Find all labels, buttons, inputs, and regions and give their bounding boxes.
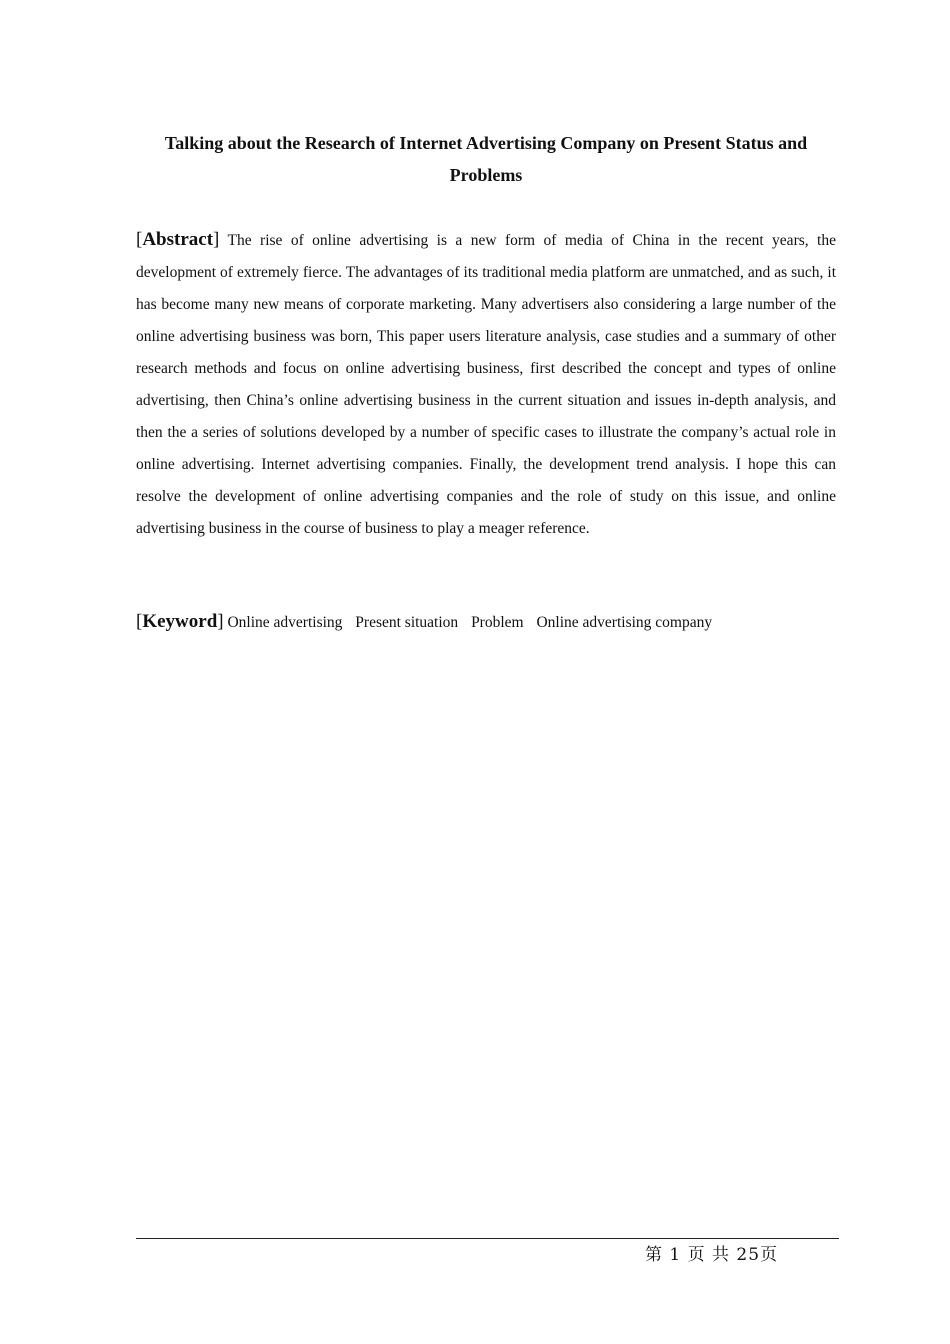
keyword-item: Online advertising (227, 614, 343, 631)
abstract-bracket-close: ] (213, 229, 220, 250)
keywords-line (136, 606, 836, 639)
abstract-label (136, 229, 219, 250)
keyword-item: Problem (471, 614, 524, 631)
page-number: 第 1 页 共 25页 (645, 1245, 779, 1265)
abstract-bracket-open: [ (136, 229, 143, 250)
paper-title: Talking about the Research of Internet Advertising Company on Present Status and Problems (164, 133, 808, 185)
keyword-item: Present situation (355, 614, 459, 631)
abstract-label-word: Abstract (142, 229, 214, 250)
abstract-paragraph (136, 224, 836, 545)
footer-divider (136, 1238, 839, 1239)
keyword-bracket-close: ] (217, 611, 224, 632)
keyword-label-word: Keyword (142, 611, 218, 632)
keyword-item: Online advertising company (536, 614, 713, 631)
abstract-text: The rise of online advertising is a new form of media of China in the recent years, the development of extremely fierce. The advantages of its traditional media platform are unmatched, and as such, it has become many new means of corporate marketing. Many advertisers also considering a large number of the online advertising business was born, This paper users literature analysis, case studies and a summary of other research methods and focus on online advertising business, first described the concept and types of online advertising, then China’s online advertising business in the current situation and issues in-depth analysis, and then the a series of solutions developed by a number of specific cases to illustrate the company’s actual role in online advertising. Internet advertising companies. Finally, the development trend analysis. I hope this can resolve the development of online advertising companies and the role of study on this issue, and online advertising business in the course of business to play a meager reference. (136, 232, 836, 537)
keyword-bracket-open: [ (136, 611, 143, 632)
keyword-label (136, 611, 224, 632)
